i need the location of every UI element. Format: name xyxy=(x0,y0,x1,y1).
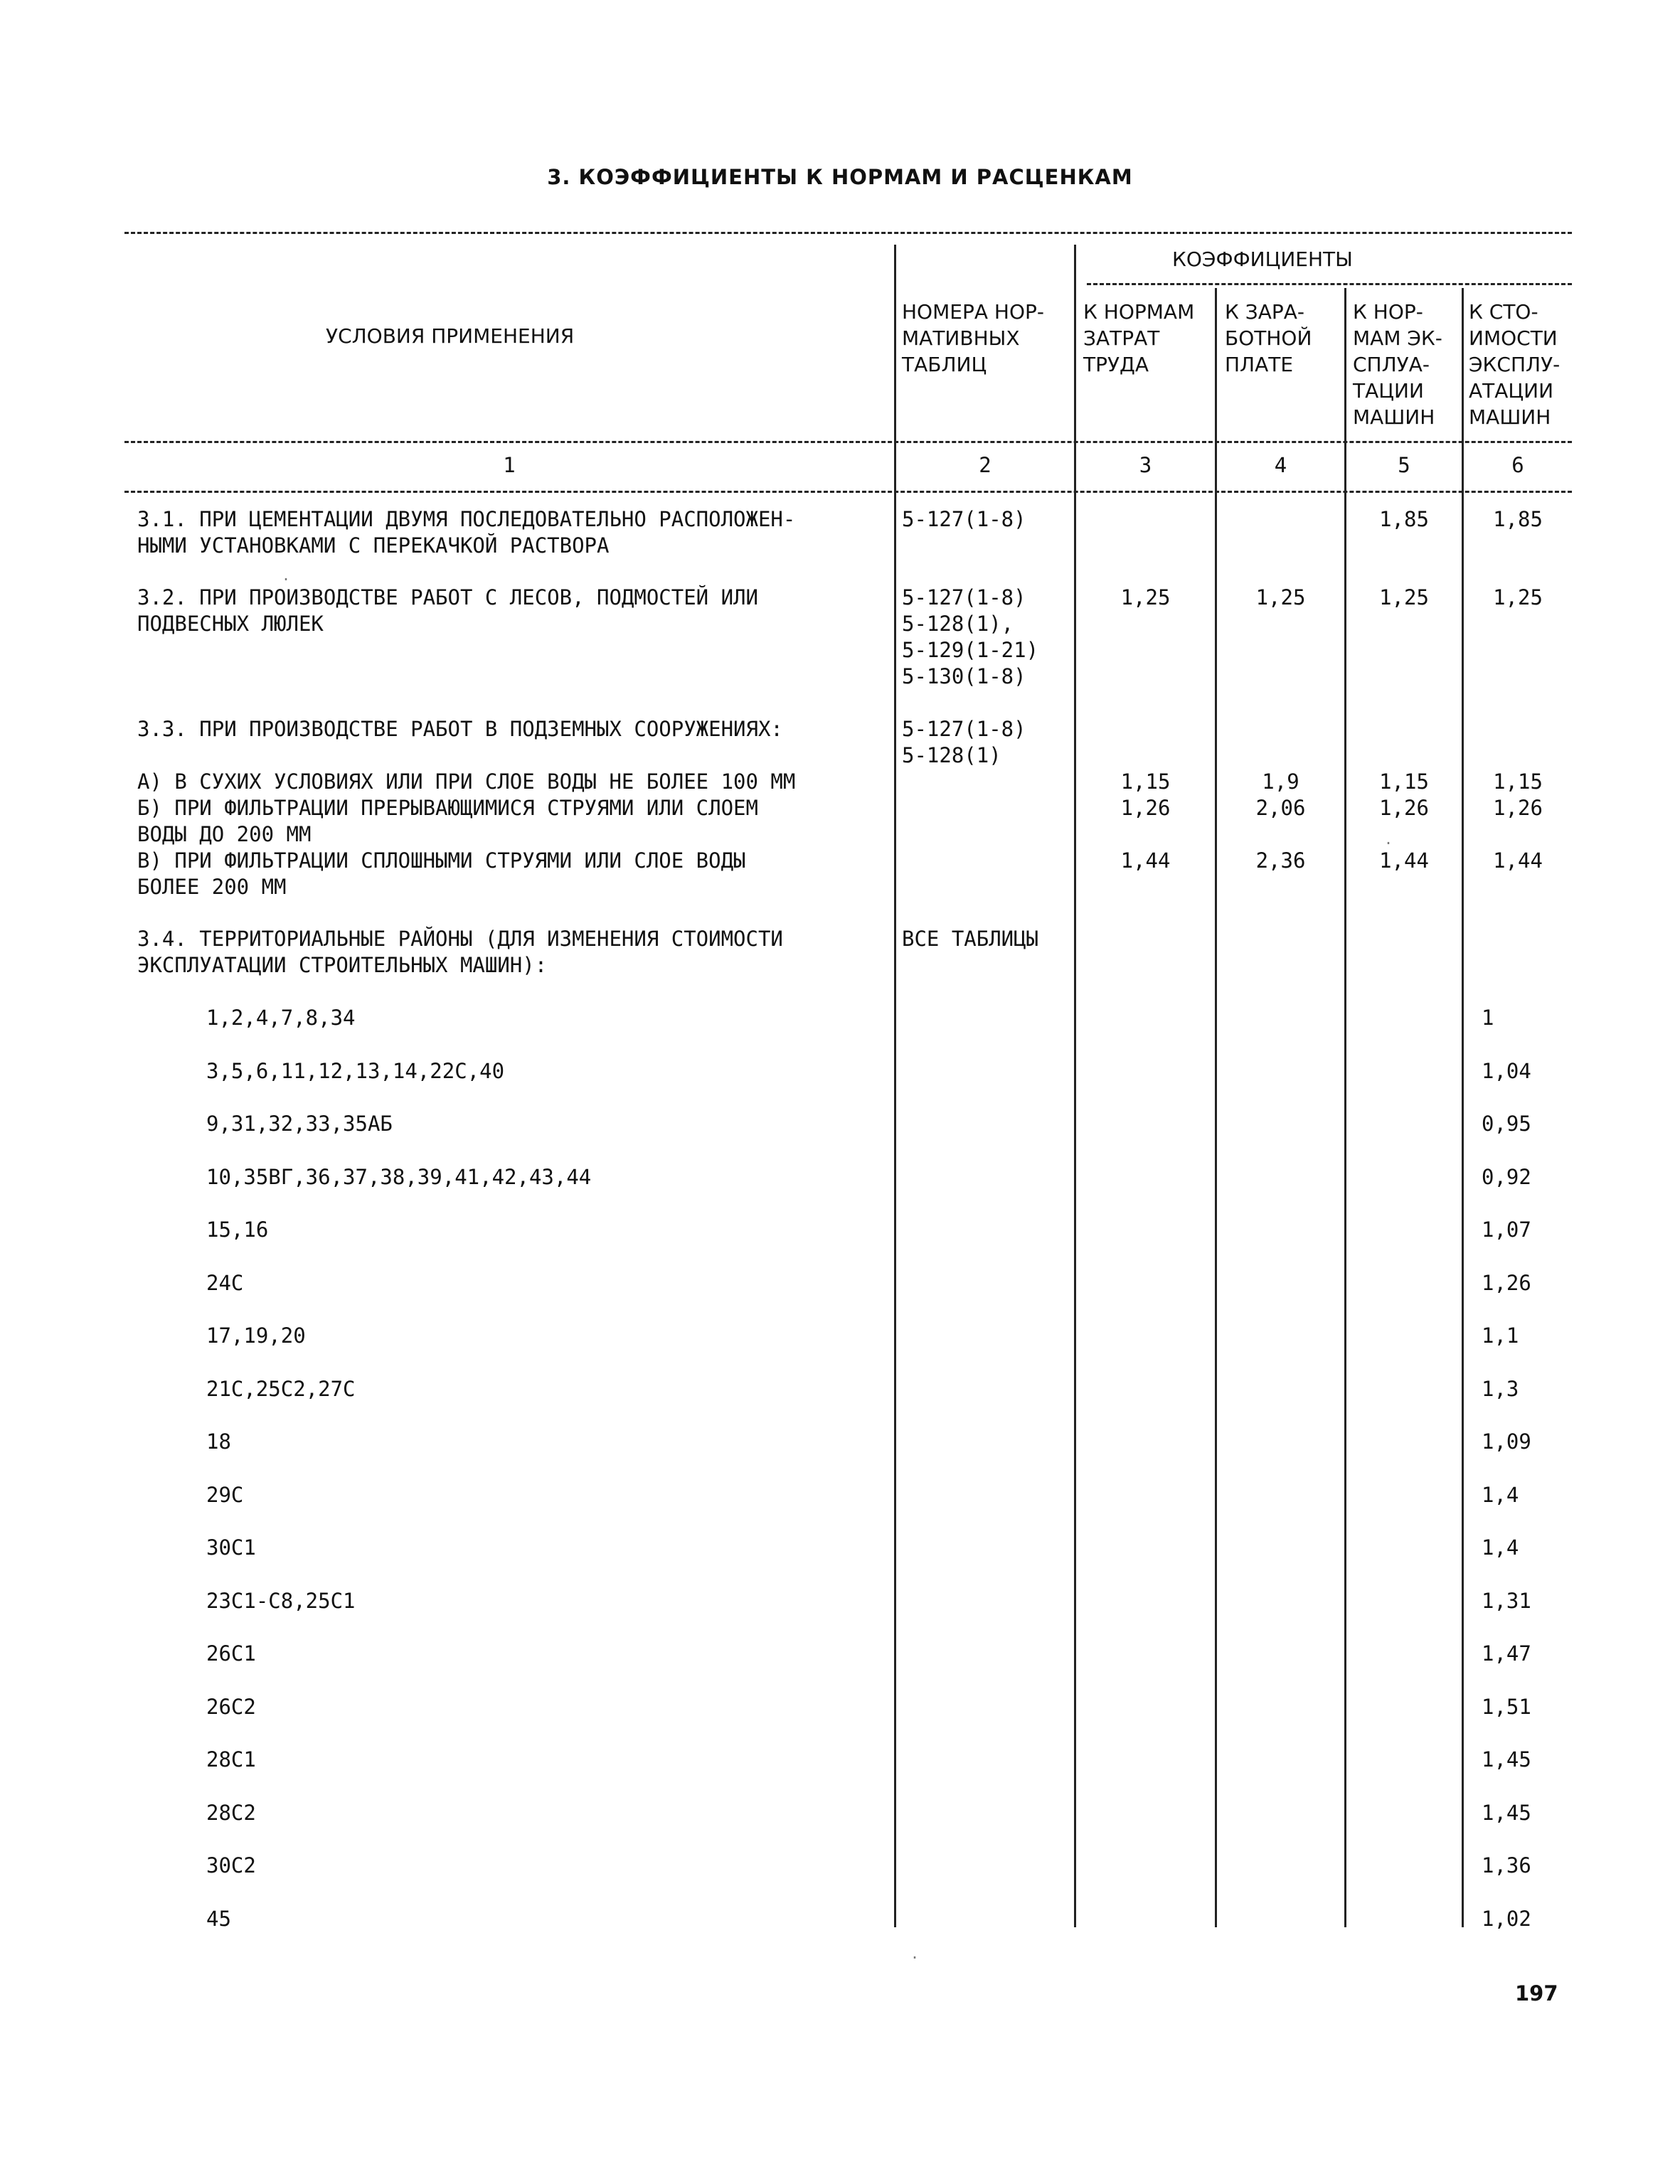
region-coefficient: 1 xyxy=(1482,1006,1494,1030)
section-3-4-condition-line-1: 3.4. ТЕРРИТОРИАЛЬНЫЕ РАЙОНЫ (ДЛЯ ИЗМЕНЕНИЯ СТОИМОСТИ xyxy=(137,927,783,951)
section-3-3-table-2: 5-128(1) xyxy=(902,743,1001,767)
column-divider-3 xyxy=(1215,288,1217,1927)
header-wage-1: К ЗАРА- xyxy=(1225,300,1305,324)
column-divider-1 xyxy=(894,245,896,1927)
section-3-2-col4: 1,25 xyxy=(1255,585,1306,609)
scan-mark: . xyxy=(1384,831,1393,848)
region-name: 18 xyxy=(206,1429,231,1454)
header-bottom-rule xyxy=(124,441,1572,443)
header-machine-cost-4: АТАЦИИ xyxy=(1469,379,1554,403)
scan-mark: . xyxy=(910,1945,920,1962)
section-3-3-c-col3: 1,44 xyxy=(1120,848,1171,873)
section-3-2-condition-line-2: ПОДВЕСНЫХ ЛЮЛЕК xyxy=(137,612,324,636)
section-3-3-c-col5: 1,44 xyxy=(1379,848,1429,873)
region-name: 10,35ВГ,36,37,38,39,41,42,43,44 xyxy=(206,1165,592,1189)
region-name: 21С,25С2,27С xyxy=(206,1377,356,1401)
section-3-4-tables: ВСЕ ТАБЛИЦЫ xyxy=(902,927,1039,951)
region-name: 26С2 xyxy=(206,1695,256,1719)
region-name: 3,5,6,11,12,13,14,22С,40 xyxy=(206,1059,505,1083)
header-labor-1: К НОРМАМ xyxy=(1083,300,1195,324)
page-number: 197 xyxy=(1515,1981,1558,2005)
section-3-2-table-3: 5-129(1-21) xyxy=(902,638,1039,662)
header-machine-cost-2: ИМОСТИ xyxy=(1469,326,1558,350)
section-3-2-col6: 1,25 xyxy=(1493,585,1543,609)
region-coefficient: 1,36 xyxy=(1482,1853,1531,1877)
section-3-2-condition-line-1: 3.2. ПРИ ПРОИЗВОДСТВЕ РАБОТ С ЛЕСОВ, ПОДМОСТЕЙ ИЛИ xyxy=(137,585,758,609)
section-3-3-c-label-line-1: В) ПРИ ФИЛЬТРАЦИИ СПЛОШНЫМИ СТРУЯМИ ИЛИ СЛОЕ ВОДЫ xyxy=(137,848,746,873)
section-3-3-c-col6: 1,44 xyxy=(1493,848,1543,873)
region-name: 30С2 xyxy=(206,1853,256,1877)
column-divider-4 xyxy=(1344,288,1346,1927)
region-coefficient: 1,07 xyxy=(1482,1218,1531,1242)
section-3-3-b-label-line-2: ВОДЫ ДО 200 ММ xyxy=(137,822,312,846)
column-numbers-rule xyxy=(124,491,1572,493)
region-name: 23С1-С8,25С1 xyxy=(206,1589,356,1613)
section-3-2-table-2: 5-128(1), xyxy=(902,612,1014,636)
column-number-3: 3 xyxy=(1139,453,1152,477)
region-coefficient: 1,1 xyxy=(1482,1323,1519,1348)
column-divider-5 xyxy=(1462,288,1464,1927)
column-number-2: 2 xyxy=(979,453,991,477)
region-name: 17,19,20 xyxy=(206,1323,306,1348)
table-top-rule xyxy=(124,232,1572,234)
header-labor-3: ТРУДА xyxy=(1083,353,1149,376)
section-3-3-b-col6: 1,26 xyxy=(1493,796,1543,820)
header-machine-cost-1: К СТО- xyxy=(1469,300,1538,324)
section-3-3-condition: 3.3. ПРИ ПРОИЗВОДСТВЕ РАБОТ В ПОДЗЕМНЫХ СООРУЖЕНИЯХ: xyxy=(137,717,783,741)
section-3-3-c-label-line-2: БОЛЕЕ 200 ММ xyxy=(137,875,287,899)
region-coefficient: 1,26 xyxy=(1482,1271,1531,1295)
header-machine-norms-3: СПЛУА- xyxy=(1353,353,1430,376)
header-wage-2: БОТНОЙ xyxy=(1225,326,1312,350)
region-coefficient: 1,09 xyxy=(1482,1429,1531,1454)
section-3-2-table-1: 5-127(1-8) xyxy=(902,585,1026,609)
region-coefficient: 1,45 xyxy=(1482,1801,1531,1825)
header-machine-norms-4: ТАЦИИ xyxy=(1353,379,1424,403)
region-name: 9,31,32,33,35АБ xyxy=(206,1112,393,1136)
section-3-3-a-col5: 1,15 xyxy=(1379,769,1429,794)
region-coefficient: 1,02 xyxy=(1482,1907,1531,1931)
page-title: 3. КОЭФФИЦИЕНТЫ К НОРМАМ И РАСЦЕНКАМ xyxy=(547,165,1133,189)
column-number-4: 4 xyxy=(1274,453,1287,477)
section-3-1-condition-line-2: НЫМИ УСТАНОВКАМИ С ПЕРЕКАЧКОЙ РАСТВОРА xyxy=(137,533,610,558)
region-coefficient: 1,4 xyxy=(1482,1483,1519,1507)
section-3-3-c-col4: 2,36 xyxy=(1255,848,1306,873)
scan-mark: . xyxy=(282,567,291,584)
section-3-3-table-1: 5-127(1-8) xyxy=(902,717,1026,741)
section-3-4-condition-line-2: ЭКСПЛУАТАЦИИ СТРОИТЕЛЬНЫХ МАШИН): xyxy=(137,953,548,977)
region-coefficient: 1,4 xyxy=(1482,1535,1519,1560)
section-3-2-col5: 1,25 xyxy=(1379,585,1429,609)
region-name: 15,16 xyxy=(206,1218,269,1242)
header-machine-norms-5: МАШИН xyxy=(1353,405,1435,429)
region-coefficient: 1,31 xyxy=(1482,1589,1531,1613)
region-coefficient: 0,92 xyxy=(1482,1165,1531,1189)
header-labor-2: ЗАТРАТ xyxy=(1083,326,1160,350)
section-3-2-table-4: 5-130(1-8) xyxy=(902,664,1026,688)
section-3-3-b-col4: 2,06 xyxy=(1255,796,1306,820)
header-tables-3: ТАБЛИЦ xyxy=(902,353,987,376)
region-name: 1,2,4,7,8,34 xyxy=(206,1006,356,1030)
header-machine-norms-1: К НОР- xyxy=(1353,300,1423,324)
region-name: 29С xyxy=(206,1483,244,1507)
section-3-3-a-label: А) В СУХИХ УСЛОВИЯХ ИЛИ ПРИ СЛОЕ ВОДЫ НЕ БОЛЕЕ 100 ММ xyxy=(137,769,796,794)
section-3-1-col5: 1,85 xyxy=(1379,507,1429,531)
header-tables-1: НОМЕРА НОР- xyxy=(902,300,1044,324)
region-name: 28С2 xyxy=(206,1801,256,1825)
section-3-3-a-col6: 1,15 xyxy=(1493,769,1543,794)
column-divider-2 xyxy=(1074,245,1076,1927)
header-coefficients: КОЭФФИЦИЕНТЫ xyxy=(1172,247,1353,271)
header-wage-3: ПЛАТЕ xyxy=(1225,353,1294,376)
coefficients-subrule xyxy=(1087,283,1572,285)
column-number-1: 1 xyxy=(503,453,516,477)
header-conditions: УСЛОВИЯ ПРИМЕНЕНИЯ xyxy=(326,324,575,348)
region-name: 28С1 xyxy=(206,1747,256,1772)
section-3-1-col6: 1,85 xyxy=(1493,507,1543,531)
header-tables-2: МАТИВНЫХ xyxy=(902,326,1020,350)
region-coefficient: 1,47 xyxy=(1482,1641,1531,1666)
section-3-3-a-col3: 1,15 xyxy=(1120,769,1171,794)
header-machine-norms-2: МАМ ЭК- xyxy=(1353,326,1442,350)
region-coefficient: 1,45 xyxy=(1482,1747,1531,1772)
section-3-1-tables: 5-127(1-8) xyxy=(902,507,1026,531)
header-machine-cost-3: ЭКСПЛУ- xyxy=(1469,353,1561,376)
region-name: 24С xyxy=(206,1271,244,1295)
section-3-3-b-label-line-1: Б) ПРИ ФИЛЬТРАЦИИ ПРЕРЫВАЮЩИМИСЯ СТРУЯМИ ИЛИ СЛОЕМ xyxy=(137,796,758,820)
region-name: 45 xyxy=(206,1907,231,1931)
section-3-1-condition-line-1: 3.1. ПРИ ЦЕМЕНТАЦИИ ДВУМЯ ПОСЛЕДОВАТЕЛЬНО РАСПОЛОЖЕН- xyxy=(137,507,796,531)
section-3-3-a-col4: 1,9 xyxy=(1262,769,1299,794)
region-coefficient: 0,95 xyxy=(1482,1112,1531,1136)
region-coefficient: 1,51 xyxy=(1482,1695,1531,1719)
region-coefficient: 1,3 xyxy=(1482,1377,1519,1401)
column-number-5: 5 xyxy=(1398,453,1410,477)
region-coefficient: 1,04 xyxy=(1482,1059,1531,1083)
section-3-2-col3: 1,25 xyxy=(1120,585,1171,609)
region-name: 30С1 xyxy=(206,1535,256,1560)
section-3-3-b-col5: 1,26 xyxy=(1379,796,1429,820)
column-number-6: 6 xyxy=(1511,453,1524,477)
section-3-3-b-col3: 1,26 xyxy=(1120,796,1171,820)
region-name: 26С1 xyxy=(206,1641,256,1666)
header-machine-cost-5: МАШИН xyxy=(1469,405,1551,429)
